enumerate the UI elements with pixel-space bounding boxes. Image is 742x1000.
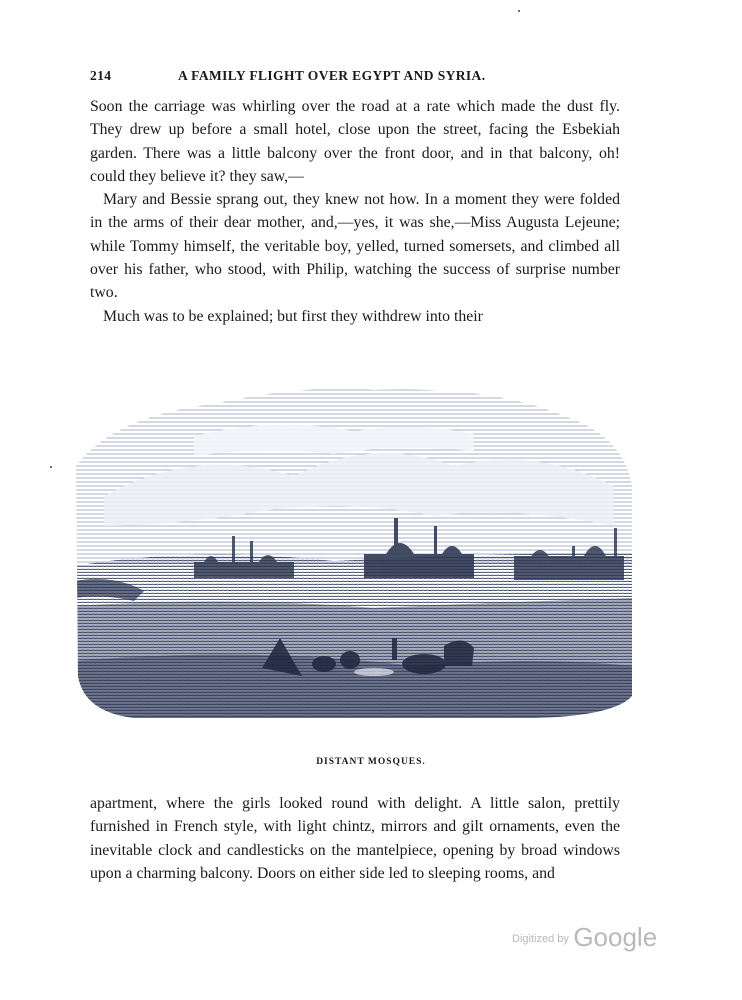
- page-number: 214: [90, 68, 112, 83]
- body-text-top: [90, 95, 620, 328]
- paragraph: apartment, where the girls looked round with delight. A little salon, prettily furnished in French style, with light chintz, mirrors and gilt ornaments, even the inevitable clock and candlesticks on the mantelpiece, opening by broad windows upon a charming balcony. Doors on either side led to sleeping rooms, and: [90, 795, 620, 882]
- body-text-bottom: [90, 792, 620, 885]
- page-speck: [518, 10, 520, 12]
- paragraph: Much was to be explained; but first they withdrew into their: [103, 307, 483, 325]
- watermark-prefix: Digitized by: [512, 933, 569, 945]
- paragraph: Soon the carriage was whirling over the road at a rate which made the dust fly. They drew up before a small hotel, close upon the street, facing the Esbekiah garden. There was a little balcony over the front door, and in that balcony, oh! could they believe it? they saw,—: [90, 98, 620, 185]
- mosques-engraving: [74, 376, 634, 726]
- figure-caption: DISTANT MOSQUES.: [316, 757, 426, 767]
- paragraph: Mary and Bessie sprang out, they knew not how. In a moment they were folded in the arms of their dear mother, and,—yes, it was she,—Miss Augusta Lejeune; while Tommy himself, the veritable boy, yelled, turned somersets, and climbed all over his father, who stood, with Philip, watching the success of surprise number two.: [90, 191, 620, 302]
- google-logo: Google: [573, 922, 658, 952]
- running-title: A FAMILY FLIGHT OVER EGYPT AND SYRIA.: [178, 68, 486, 83]
- page-speck: [50, 466, 52, 468]
- digitized-watermark: [512, 922, 657, 953]
